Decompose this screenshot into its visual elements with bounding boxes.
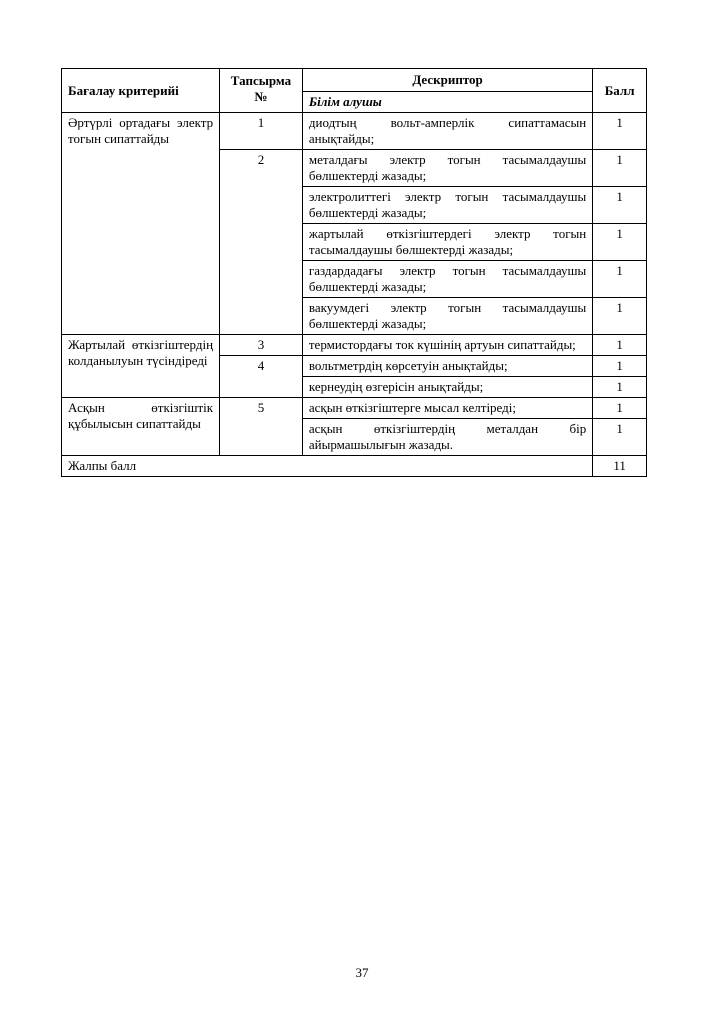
score-cell: 1 — [593, 224, 647, 261]
score-cell: 1 — [593, 150, 647, 187]
assessment-rubric-table — [61, 68, 647, 477]
score-cell: 1 — [593, 335, 647, 356]
descriptor-cell: металдағы электр тогын тасымалдаушы бөлшектерді жазады; — [302, 150, 592, 187]
page-number: 37 — [355, 965, 369, 980]
score-cell: 1 — [593, 398, 647, 419]
descriptor-cell: электролиттегі электр тогын тасымалдаушы бөлшектерді жазады; — [302, 187, 592, 224]
descriptor-cell: вольтметрдің көрсетуін анықтайды; — [302, 356, 592, 377]
score-cell: 1 — [593, 187, 647, 224]
score-cell: 1 — [593, 113, 647, 150]
descriptor-cell: жартылай өткізгіштердегі электр тогын тасымалдаушы бөлшектерді жазады; — [302, 224, 592, 261]
task-number-cell: 4 — [220, 356, 303, 398]
table-row — [62, 113, 647, 150]
descriptor-cell: асқын өткізгіштердің металдан бір айырмашылығын жазады. — [302, 419, 592, 456]
task-number-header: Тапсырма № — [220, 69, 303, 113]
task-number-cell: 1 — [220, 113, 303, 150]
descriptor-subheader: Білім алушы — [302, 92, 592, 113]
score-cell: 1 — [593, 377, 647, 398]
task-number-cell: 2 — [220, 150, 303, 335]
task-number-cell: 3 — [220, 335, 303, 356]
score-cell: 1 — [593, 419, 647, 456]
header-row — [62, 69, 647, 92]
total-label: Жалпы балл — [62, 456, 593, 477]
criteria-header: Бағалау критерийі — [62, 69, 220, 113]
score-cell: 1 — [593, 356, 647, 377]
descriptor-cell: кернеудің өзгерісін анықтайды; — [302, 377, 592, 398]
criteria-cell: Әртүрлі ортадағы электр тогын сипаттайды — [62, 113, 220, 335]
descriptor-cell: газдардадағы электр тогын тасымалдаушы бөлшектерді жазады; — [302, 261, 592, 298]
task-number-cell: 5 — [220, 398, 303, 456]
score-cell: 1 — [593, 261, 647, 298]
descriptor-cell: термистордағы ток күшінің артуын сипаттайды; — [302, 335, 592, 356]
score-header: Балл — [593, 69, 647, 113]
total-score: 11 — [593, 456, 647, 477]
table-row — [62, 398, 647, 419]
table-row — [62, 335, 647, 356]
score-cell: 1 — [593, 298, 647, 335]
descriptor-cell: асқын өткізгіштерге мысал келтіреді; — [302, 398, 592, 419]
criteria-cell: Асқын өткізгіштік құбылысын сипаттайды — [62, 398, 220, 456]
descriptor-cell: диодтың вольт-амперлік сипаттамасын анықтайды; — [302, 113, 592, 150]
descriptor-cell: вакуумдегі электр тогын тасымалдаушы бөлшектерді жазады; — [302, 298, 592, 335]
descriptor-header: Дескриптор — [302, 69, 592, 92]
total-row — [62, 456, 647, 477]
criteria-cell: Жартылай өткізгіштердің колданылуын түсіндіреді — [62, 335, 220, 398]
